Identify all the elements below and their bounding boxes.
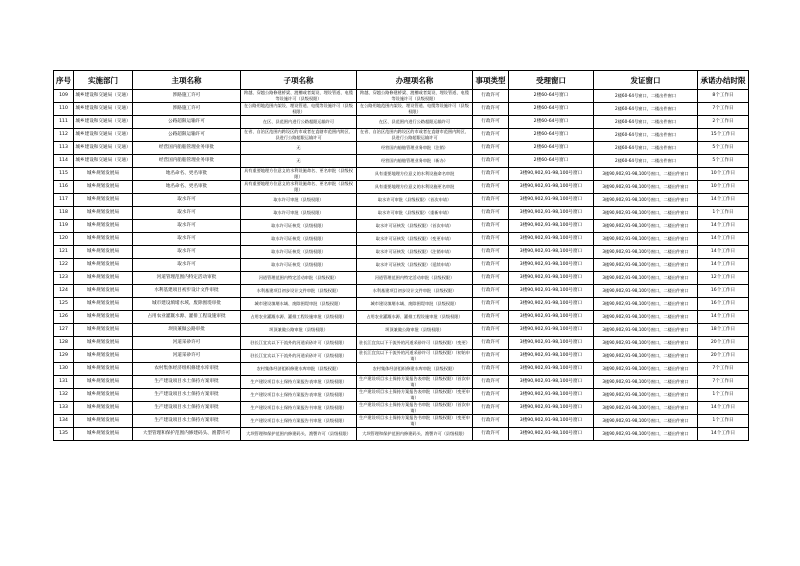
- cell-handling-item: 农村集体经济组织修建水库审批（县级权限）: [357, 363, 473, 376]
- table-row: [54, 428, 749, 441]
- table-row: [54, 298, 749, 311]
- cell-department: 城乡规划发展局: [74, 350, 133, 363]
- cell-acceptance-window: 3楼90,902,91-98,100号窗口: [509, 246, 594, 259]
- cell-acceptance-window: 3楼90,902,91-98,100号窗口: [509, 233, 594, 246]
- cell-issuance-window: 3楼90,902,91-98,100号窗口，二楼出件窗口: [594, 363, 698, 376]
- cell-seq-no: 130: [54, 363, 74, 376]
- cell-time-limit: 10个工作日: [698, 168, 749, 181]
- cell-department: 城乡建设和交通局（交通）: [74, 90, 133, 103]
- cell-acceptance-window: 3楼90,902,91-98,100号窗口: [509, 389, 594, 402]
- cell-sub-item: 取水许可证核发（县级权限）: [241, 220, 357, 233]
- table-row: [54, 415, 749, 428]
- cell-time-limit: 18个工作日: [698, 324, 749, 337]
- table-header-row: [54, 71, 749, 90]
- cell-sub-item: 生产建设项目水土保持方案报告书审批（县级权限）: [241, 402, 357, 415]
- cell-issuance-window: 3楼90,902,91-98,100号窗口，二楼出件窗口: [594, 246, 698, 259]
- cell-issuance-window: 2楼60-64号窗口，二楼出件窗口: [594, 103, 698, 116]
- cell-time-limit: 14个工作日: [698, 246, 749, 259]
- cell-time-limit: 1个工作日: [698, 415, 749, 428]
- cell-time-limit: 2个工作日: [698, 116, 749, 129]
- cell-item-type: 行政许可: [473, 155, 509, 168]
- cell-seq-no: 113: [54, 142, 74, 155]
- header-sub-item: 子项名称: [241, 71, 357, 90]
- cell-department: 城乡规划发展局: [74, 272, 133, 285]
- cell-sub-item: 城市建设填堵水域、废除围堤审批（县级权限）: [241, 298, 357, 311]
- cell-time-limit: 7个工作日: [698, 376, 749, 389]
- cell-issuance-window: 2楼60-64号窗口，二楼出件窗口: [594, 116, 698, 129]
- cell-main-item: 公路超限运输许可: [133, 116, 241, 129]
- cell-department: 城乡规划发展局: [74, 298, 133, 311]
- cell-main-item: 大型管理和保护范围内修建码头、渔罾许可: [133, 428, 241, 441]
- cell-sub-item: 取水许可证核发（县级权限）: [241, 246, 357, 259]
- cell-sub-item: 生产建设项目水土保持方案报告表审批（县级权限）: [241, 389, 357, 402]
- cell-seq-no: 125: [54, 298, 74, 311]
- cell-department: 城乡规划发展局: [74, 428, 133, 441]
- cell-main-item: 公路超限运输许可: [133, 129, 241, 142]
- cell-main-item: 占用农业灌溉水源、灌排工程设施审批: [133, 311, 241, 324]
- table-row: [54, 337, 749, 350]
- cell-department: 城乡建设和交通局（交通）: [74, 155, 133, 168]
- cell-time-limit: 20个工作日: [698, 337, 749, 350]
- cell-item-type: 行政许可: [473, 168, 509, 181]
- cell-handling-item: 具有重要地理方位意义的水利设施命名审批: [357, 168, 473, 181]
- cell-item-type: 行政许可: [473, 142, 509, 155]
- cell-seq-no: 129: [54, 350, 74, 363]
- cell-item-type: 行政许可: [473, 311, 509, 324]
- cell-sub-item: 无: [241, 142, 357, 155]
- cell-acceptance-window: 3楼90,902,91-98,100号窗口: [509, 350, 594, 363]
- cell-sub-item: 农村集体经济组织修建水库审批（县级权限）: [241, 363, 357, 376]
- cell-item-type: 行政许可: [473, 428, 509, 441]
- cell-item-type: 行政许可: [473, 272, 509, 285]
- table-row: [54, 116, 749, 129]
- cell-department: 城乡规划发展局: [74, 233, 133, 246]
- table-row: [54, 272, 749, 285]
- cell-item-type: 行政许可: [473, 350, 509, 363]
- cell-sub-item: 跨越、穿越公路修建桥梁、渡槽或者架设、埋设管道、电缆等设施许可（县级权限）: [241, 90, 357, 103]
- cell-department: 城乡规划发展局: [74, 220, 133, 233]
- cell-main-item: 取水许可: [133, 259, 241, 272]
- cell-seq-no: 135: [54, 428, 74, 441]
- cell-acceptance-window: 3楼90,902,91-98,100号窗口: [509, 337, 594, 350]
- cell-time-limit: 12个工作日: [698, 272, 749, 285]
- cell-time-limit: 14个工作日: [698, 220, 749, 233]
- cell-handling-item: 取水许可证核发（县级权限）（首次申请）: [357, 220, 473, 233]
- header-time-limit: 承诺办结时限: [698, 71, 749, 90]
- cell-issuance-window: 3楼90,902,91-98,100号窗口，二楼出件窗口: [594, 415, 698, 428]
- cell-item-type: 行政许可: [473, 220, 509, 233]
- cell-issuance-window: 3楼90,902,91-98,100号窗口，二楼出件窗口: [594, 350, 698, 363]
- cell-handling-item: 经营国内船舶管理业务审批（新办）: [357, 155, 473, 168]
- cell-seq-no: 128: [54, 337, 74, 350]
- cell-sub-item: 驻长江宜宾以下干流外的河道采砂许可（县级权限）: [241, 350, 357, 363]
- cell-item-type: 行政许可: [473, 337, 509, 350]
- cell-sub-item: 水利基建项目初步设计文件审批（县级权限）: [241, 285, 357, 298]
- cell-time-limit: 15个工作日: [698, 129, 749, 142]
- cell-item-type: 行政许可: [473, 402, 509, 415]
- cell-acceptance-window: 3楼90,902,91-98,100号窗口: [509, 402, 594, 415]
- cell-handling-item: 在公路用地范围内架设、埋设管道、电缆等设施许可（县级权限）: [357, 103, 473, 116]
- cell-handling-item: 取水许可审批（县级权限）（首次申请）: [357, 194, 473, 207]
- cell-handling-item: 驻长江宜宾以下干流外的河道采砂许可（县级权限）（变更）: [357, 337, 473, 350]
- cell-department: 城乡规划发展局: [74, 246, 133, 259]
- cell-handling-item: 生产建设项目水土保持方案报告表审批（县级权限）（变更申请）: [357, 389, 473, 402]
- cell-main-item: 经营国内船舶管理业务审批: [133, 155, 241, 168]
- cell-seq-no: 133: [54, 402, 74, 415]
- cell-main-item: 生产建设项目水土保持方案审批: [133, 376, 241, 389]
- cell-seq-no: 119: [54, 220, 74, 233]
- cell-main-item: 城市建设填堵水域、废除围堤审批: [133, 298, 241, 311]
- cell-seq-no: 123: [54, 272, 74, 285]
- cell-department: 城乡规划发展局: [74, 168, 133, 181]
- cell-seq-no: 110: [54, 103, 74, 116]
- cell-time-limit: 20个工作日: [698, 350, 749, 363]
- table-row: [54, 220, 749, 233]
- cell-acceptance-window: 3楼90,902,91-98,100号窗口: [509, 428, 594, 441]
- cell-time-limit: 14个工作日: [698, 194, 749, 207]
- cell-handling-item: 具有重要地理方位意义的水利设施更名审批: [357, 181, 473, 194]
- cell-handling-item: 取水许可审批（县级权限）（重新申请）: [357, 207, 473, 220]
- cell-time-limit: 1个工作日: [698, 207, 749, 220]
- cell-acceptance-window: 3楼90,902,91-98,100号窗口: [509, 376, 594, 389]
- cell-item-type: 行政许可: [473, 285, 509, 298]
- cell-item-type: 行政许可: [473, 207, 509, 220]
- cell-acceptance-window: 2楼60-64号窗口: [509, 142, 594, 155]
- cell-time-limit: 16个工作日: [698, 298, 749, 311]
- cell-issuance-window: 3楼90,902,91-98,100号窗口，二楼出件窗口: [594, 311, 698, 324]
- table-row: [54, 168, 749, 181]
- table-row: [54, 376, 749, 389]
- cell-acceptance-window: 3楼90,902,91-98,100号窗口: [509, 415, 594, 428]
- cell-issuance-window: 2楼60-64号窗口，二楼出件窗口: [594, 142, 698, 155]
- cell-seq-no: 132: [54, 389, 74, 402]
- cell-handling-item: 生产建设项目水土保持方案报告书审批（县级权限）（变更申请）: [357, 415, 473, 428]
- cell-sub-item: 生产建设项目水土保持方案报告书审批（县级权限）: [241, 415, 357, 428]
- table-row: [54, 246, 749, 259]
- cell-seq-no: 124: [54, 285, 74, 298]
- cell-item-type: 行政许可: [473, 363, 509, 376]
- cell-sub-item: 取水许可证核发（县级权限）: [241, 233, 357, 246]
- cell-department: 城乡规划发展局: [74, 376, 133, 389]
- cell-handling-item: 在区、县范围内进行公路超限运输许可: [357, 116, 473, 129]
- cell-main-item: 水利基建项目初步设计文件审批: [133, 285, 241, 298]
- cell-time-limit: 16个工作日: [698, 285, 749, 298]
- cell-sub-item: 取水许可审批（县级权限）: [241, 207, 357, 220]
- cell-main-item: 取水许可: [133, 246, 241, 259]
- cell-handling-item: 生产建设项目水土保持方案报告书审批（县级权限）（首次申请）: [357, 402, 473, 415]
- header-department: 实施部门: [74, 71, 133, 90]
- cell-main-item: 生产建设项目水土保持方案审批: [133, 415, 241, 428]
- cell-department: 城乡建设和交通局（交通）: [74, 129, 133, 142]
- cell-handling-item: 坝顶兼做公路审批（县级权限）: [357, 324, 473, 337]
- cell-item-type: 行政许可: [473, 259, 509, 272]
- cell-issuance-window: 3楼90,902,91-98,100号窗口，二楼出件窗口: [594, 181, 698, 194]
- cell-handling-item: 大坝管理和保护范围内修建码头、渔罾许可（县级权限）: [357, 428, 473, 441]
- cell-issuance-window: 3楼90,902,91-98,100号窗口，二楼出件窗口: [594, 194, 698, 207]
- cell-department: 城乡规划发展局: [74, 363, 133, 376]
- cell-handling-item: 生产建设项目水土保持方案报告表审批（县级权限）（首次申请）: [357, 376, 473, 389]
- cell-department: 城乡规划发展局: [74, 311, 133, 324]
- cell-main-item: 取水许可: [133, 233, 241, 246]
- table-row: [54, 389, 749, 402]
- cell-item-type: 行政许可: [473, 246, 509, 259]
- cell-item-type: 行政许可: [473, 233, 509, 246]
- cell-sub-item: 坝顶兼做公路审批（县级权限）: [241, 324, 357, 337]
- cell-issuance-window: 3楼90,902,91-98,100号窗口，二楼出件窗口: [594, 285, 698, 298]
- table-row: [54, 181, 749, 194]
- cell-department: 城乡规划发展局: [74, 285, 133, 298]
- cell-main-item: 涉路施工许可: [133, 90, 241, 103]
- cell-department: 城乡规划发展局: [74, 389, 133, 402]
- cell-acceptance-window: 2楼60-64号窗口: [509, 129, 594, 142]
- cell-department: 城乡规划发展局: [74, 259, 133, 272]
- cell-issuance-window: 2楼60-64号窗口，二楼出件窗口: [594, 129, 698, 142]
- cell-sub-item: 在区、县范围内进行公路超限运输许可: [241, 116, 357, 129]
- cell-acceptance-window: 3楼90,902,91-98,100号窗口: [509, 168, 594, 181]
- cell-handling-item: 取水许可证核发（县级权限）（注销申请）: [357, 246, 473, 259]
- cell-issuance-window: 2楼60-64号窗口，二楼出件窗口: [594, 155, 698, 168]
- cell-time-limit: 5个工作日: [698, 142, 749, 155]
- cell-issuance-window: 3楼90,902,91-98,100号窗口，二楼出件窗口: [594, 233, 698, 246]
- cell-item-type: 行政许可: [473, 181, 509, 194]
- cell-time-limit: 1个工作日: [698, 389, 749, 402]
- service-items-table: [53, 70, 749, 441]
- cell-seq-no: 115: [54, 168, 74, 181]
- cell-department: 城乡规划发展局: [74, 181, 133, 194]
- cell-issuance-window: 3楼90,902,91-98,100号窗口，二楼出件窗口: [594, 428, 698, 441]
- cell-main-item: 农村集体经济组织修建水库审批: [133, 363, 241, 376]
- cell-main-item: 河道管理范围内特定活动审批: [133, 272, 241, 285]
- cell-main-item: 生产建设项目水土保持方案审批: [133, 402, 241, 415]
- cell-seq-no: 114: [54, 155, 74, 168]
- cell-acceptance-window: 3楼90,902,91-98,100号窗口: [509, 272, 594, 285]
- cell-acceptance-window: 2楼60-64号窗口: [509, 90, 594, 103]
- cell-time-limit: 8个工作日: [698, 90, 749, 103]
- cell-acceptance-window: 3楼90,902,91-98,100号窗口: [509, 363, 594, 376]
- cell-seq-no: 121: [54, 246, 74, 259]
- cell-seq-no: 118: [54, 207, 74, 220]
- cell-seq-no: 112: [54, 129, 74, 142]
- table-body: [54, 90, 749, 441]
- cell-handling-item: 占用农业灌溉水源、灌排工程设施审批（县级权限）: [357, 311, 473, 324]
- cell-item-type: 行政许可: [473, 129, 509, 142]
- cell-acceptance-window: 3楼90,902,91-98,100号窗口: [509, 324, 594, 337]
- cell-issuance-window: 3楼90,902,91-98,100号窗口，二楼出件窗口: [594, 207, 698, 220]
- cell-seq-no: 126: [54, 311, 74, 324]
- table-row: [54, 259, 749, 272]
- cell-main-item: 涉路施工许可: [133, 103, 241, 116]
- table-row: [54, 207, 749, 220]
- cell-main-item: 河道采砂许可: [133, 337, 241, 350]
- cell-handling-item: 水利基建项目初步设计文件审批（县级权限）: [357, 285, 473, 298]
- cell-issuance-window: 3楼90,902,91-98,100号窗口，二楼出件窗口: [594, 168, 698, 181]
- cell-item-type: 行政许可: [473, 376, 509, 389]
- table-row: [54, 194, 749, 207]
- cell-handling-item: 经营国内船舶管理业务审批（注销）: [357, 142, 473, 155]
- cell-sub-item: 大坝管理和保护范围内修建码头、渔罾许可（县级权限）: [241, 428, 357, 441]
- cell-item-type: 行政许可: [473, 298, 509, 311]
- cell-department: 城乡规划发展局: [74, 402, 133, 415]
- cell-sub-item: 生产建设项目水土保持方案报告表审批（县级权限）: [241, 376, 357, 389]
- cell-item-type: 行政许可: [473, 90, 509, 103]
- cell-issuance-window: 2楼60-64号窗口，二楼出件窗口: [594, 90, 698, 103]
- cell-seq-no: 120: [54, 233, 74, 246]
- cell-issuance-window: 3楼90,902,91-98,100号窗口，二楼出件窗口: [594, 272, 698, 285]
- cell-sub-item: 取水许可证核发（县级权限）: [241, 259, 357, 272]
- cell-sub-item: 在公路用地范围内架设、埋设管道、电缆等设施许可（县级权限）: [241, 103, 357, 116]
- cell-time-limit: 14个工作日: [698, 233, 749, 246]
- table-row: [54, 103, 749, 116]
- cell-handling-item: 在省、自治区范围内跨设区的市或者在直辖市范围内跨区、县进行公路超限运输许可: [357, 129, 473, 142]
- cell-issuance-window: 3楼90,902,91-98,100号窗口，二楼出件窗口: [594, 337, 698, 350]
- cell-department: 城乡规划发展局: [74, 194, 133, 207]
- cell-handling-item: 取水许可证核发（县级权限）（变更申请）: [357, 233, 473, 246]
- table-row: [54, 285, 749, 298]
- cell-issuance-window: 3楼90,902,91-98,100号窗口，二楼出件窗口: [594, 220, 698, 233]
- cell-acceptance-window: 3楼90,902,91-98,100号窗口: [509, 285, 594, 298]
- cell-issuance-window: 3楼90,902,91-98,100号窗口，二楼出件窗口: [594, 402, 698, 415]
- table-row: [54, 311, 749, 324]
- cell-issuance-window: 3楼90,902,91-98,100号窗口，二楼出件窗口: [594, 376, 698, 389]
- cell-time-limit: 14个工作日: [698, 311, 749, 324]
- table-row: [54, 155, 749, 168]
- cell-sub-item: 具有重要地理方位意义的水利设施命名、更名审批（县级权限）: [241, 168, 357, 181]
- header-handling-item: 办理项名称: [357, 71, 473, 90]
- table-row: [54, 350, 749, 363]
- cell-main-item: 地名命名、更名审批: [133, 168, 241, 181]
- cell-handling-item: 河道管理范围内特定活动审批（县级权限）: [357, 272, 473, 285]
- table-row: [54, 363, 749, 376]
- cell-sub-item: 河道管理范围内特定活动审批（县级权限）: [241, 272, 357, 285]
- cell-handling-item: 城市建设填堵水域、废除围堤审批（县级权限）: [357, 298, 473, 311]
- table-row: [54, 142, 749, 155]
- cell-department: 城乡建设和交通局（交通）: [74, 103, 133, 116]
- cell-department: 城乡规划发展局: [74, 337, 133, 350]
- cell-issuance-window: 3楼90,902,91-98,100号窗口，二楼出件窗口: [594, 324, 698, 337]
- cell-main-item: 取水许可: [133, 194, 241, 207]
- cell-item-type: 行政许可: [473, 389, 509, 402]
- cell-item-type: 行政许可: [473, 103, 509, 116]
- cell-time-limit: 14个工作日: [698, 428, 749, 441]
- cell-issuance-window: 3楼90,902,91-98,100号窗口，二楼出件窗口: [594, 298, 698, 311]
- cell-handling-item: 跨越、穿越公路修建桥梁、渡槽或者架设、埋设管道、电缆等设施许可（县级权限）: [357, 90, 473, 103]
- cell-acceptance-window: 2楼60-64号窗口: [509, 116, 594, 129]
- header-issuance-window: 发证窗口: [594, 71, 698, 90]
- cell-acceptance-window: 2楼60-64号窗口: [509, 103, 594, 116]
- cell-item-type: 行政许可: [473, 116, 509, 129]
- cell-handling-item: 取水许可证核发（县级权限）（延续申请）: [357, 259, 473, 272]
- cell-main-item: 生产建设项目水土保持方案审批: [133, 389, 241, 402]
- cell-seq-no: 117: [54, 194, 74, 207]
- cell-main-item: 坝顶兼做公路审批: [133, 324, 241, 337]
- cell-main-item: 取水许可: [133, 207, 241, 220]
- cell-main-item: 地名命名、更名审批: [133, 181, 241, 194]
- cell-seq-no: 111: [54, 116, 74, 129]
- cell-sub-item: 驻长江宜宾以下干流外的河道采砂许可（县级权限）: [241, 337, 357, 350]
- cell-acceptance-window: 3楼90,902,91-98,100号窗口: [509, 311, 594, 324]
- cell-handling-item: 驻长江宜宾以下干流外的河道采砂许可（县级权限）（初始申请）: [357, 350, 473, 363]
- cell-time-limit: 14个工作日: [698, 402, 749, 415]
- cell-department: 城乡建设和交通局（交通）: [74, 116, 133, 129]
- cell-issuance-window: 3楼90,902,91-98,100号窗口，二楼出件窗口: [594, 259, 698, 272]
- cell-item-type: 行政许可: [473, 194, 509, 207]
- cell-time-limit: 5个工作日: [698, 155, 749, 168]
- cell-acceptance-window: 3楼90,902,91-98,100号窗口: [509, 259, 594, 272]
- cell-department: 城乡规划发展局: [74, 324, 133, 337]
- cell-main-item: 河道采砂许可: [133, 350, 241, 363]
- table-row: [54, 129, 749, 142]
- cell-time-limit: 7个工作日: [698, 363, 749, 376]
- cell-acceptance-window: 3楼90,902,91-98,100号窗口: [509, 194, 594, 207]
- cell-seq-no: 131: [54, 376, 74, 389]
- cell-department: 城乡规划发展局: [74, 207, 133, 220]
- cell-acceptance-window: 2楼60-64号窗口: [509, 155, 594, 168]
- header-main-item: 主项名称: [133, 71, 241, 90]
- cell-acceptance-window: 3楼90,902,91-98,100号窗口: [509, 181, 594, 194]
- cell-seq-no: 116: [54, 181, 74, 194]
- header-item-type: 事项类型: [473, 71, 509, 90]
- table-row: [54, 402, 749, 415]
- cell-department: 城乡建设和交通局（交通）: [74, 142, 133, 155]
- header-acceptance-window: 受理窗口: [509, 71, 594, 90]
- table-row: [54, 90, 749, 103]
- table-row: [54, 324, 749, 337]
- cell-seq-no: 127: [54, 324, 74, 337]
- cell-acceptance-window: 3楼90,902,91-98,100号窗口: [509, 207, 594, 220]
- cell-issuance-window: 3楼90,902,91-98,100号窗口，二楼出件窗口: [594, 389, 698, 402]
- document-sheet: [53, 70, 749, 441]
- cell-department: 城乡规划发展局: [74, 415, 133, 428]
- cell-sub-item: 无: [241, 155, 357, 168]
- cell-main-item: 经营国内船舶管理业务审批: [133, 142, 241, 155]
- header-seq-no: 序号: [54, 71, 74, 90]
- cell-item-type: 行政许可: [473, 324, 509, 337]
- cell-seq-no: 134: [54, 415, 74, 428]
- table-row: [54, 233, 749, 246]
- cell-time-limit: 10个工作日: [698, 181, 749, 194]
- cell-item-type: 行政许可: [473, 415, 509, 428]
- cell-sub-item: 在省、自治区范围内跨设区的市或者在直辖市范围内跨区、县进行公路超限运输许可: [241, 129, 357, 142]
- cell-sub-item: 取水许可审批（县级权限）: [241, 194, 357, 207]
- cell-sub-item: 具有重要地理方位意义的水利设施命名、更名审批（县级权限）: [241, 181, 357, 194]
- cell-seq-no: 109: [54, 90, 74, 103]
- cell-sub-item: 占用农业灌溉水源、灌排工程设施审批（县级权限）: [241, 311, 357, 324]
- cell-main-item: 取水许可: [133, 220, 241, 233]
- cell-time-limit: 7个工作日: [698, 103, 749, 116]
- cell-acceptance-window: 3楼90,902,91-98,100号窗口: [509, 298, 594, 311]
- cell-seq-no: 122: [54, 259, 74, 272]
- cell-time-limit: 14个工作日: [698, 259, 749, 272]
- cell-acceptance-window: 3楼90,902,91-98,100号窗口: [509, 220, 594, 233]
